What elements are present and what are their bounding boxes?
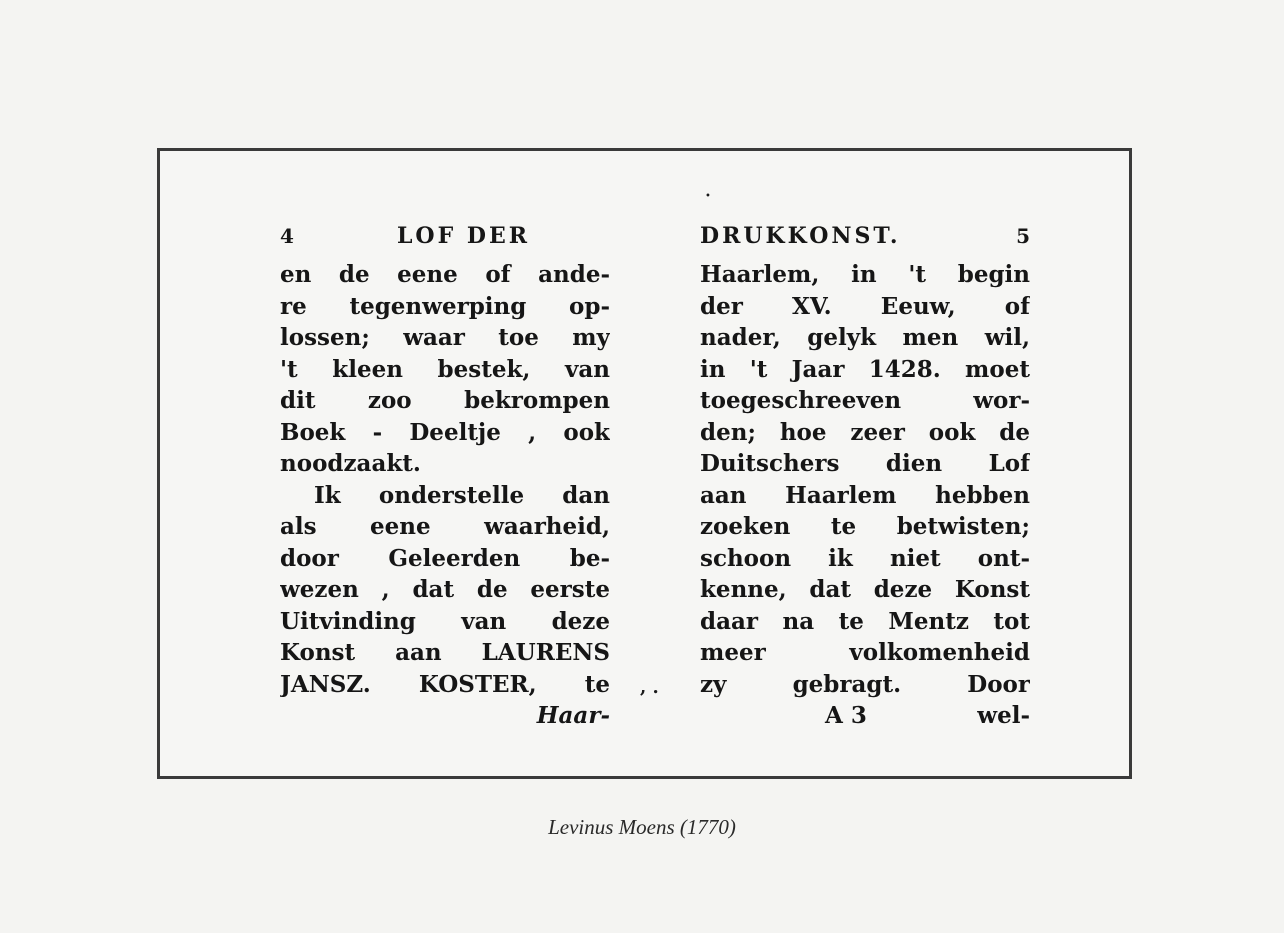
text-line: schoon ik niet ont- <box>700 544 1030 572</box>
left-running-head <box>280 223 610 259</box>
text-line: Boek - Deeltje , ook <box>280 418 610 446</box>
right-catchword: wel- <box>977 702 1030 729</box>
text-line: JANSZ. KOSTER, te <box>280 670 610 698</box>
right-page-footer <box>700 700 1030 732</box>
text-line: zy gebragt. Door <box>700 670 1030 698</box>
text-line: Konst aan LAURENS <box>280 639 610 666</box>
text-line: en de eene of ande- <box>280 261 610 288</box>
right-head-text: DRUKKONST. <box>700 223 901 249</box>
text-line: zoeken te betwisten; <box>700 513 1030 540</box>
text-line: Duitschers dien Lof <box>700 450 1030 477</box>
text-line: noodzaakt. <box>280 450 421 477</box>
text-line: dit zoo bekrompen <box>280 387 610 414</box>
text-line: door Geleerden be- <box>280 544 610 572</box>
gutter-mark: , . <box>640 677 659 698</box>
right-page <box>700 223 1030 732</box>
text-line: kenne, dat deze Konst <box>700 576 1030 603</box>
right-running-head <box>700 223 1030 259</box>
text-line: wezen , dat de eerste <box>280 576 610 603</box>
text-line: als eene waarheid, <box>280 513 610 540</box>
left-head-text: LOF DER <box>396 223 530 249</box>
text-line: Haarlem, in 't begin <box>700 261 1030 288</box>
text-line: daar na te Mentz tot <box>700 607 1030 635</box>
figure-caption: Levinus Moens (1770) <box>548 815 736 839</box>
text-line: toegeschreeven wor- <box>700 387 1030 414</box>
text-line: Ik onderstelle dan <box>314 481 610 509</box>
text-line: in 't Jaar 1428. moet <box>700 355 1030 383</box>
text-line: nader, gelyk men wil, <box>700 324 1030 351</box>
text-line: Uitvinding van deze <box>280 607 610 635</box>
left-catchword: Haar- <box>536 702 610 729</box>
text-line: meer volkomenheid <box>700 639 1030 666</box>
right-page-number: 5 <box>1016 224 1030 248</box>
text-line: der XV. Eeuw, of <box>700 292 1030 320</box>
text-line: 't kleen bestek, van <box>280 355 610 383</box>
text-line: den; hoe zeer ook de <box>700 418 1030 446</box>
signature-mark: A 3 <box>825 702 867 729</box>
text-line: re tegenwerping op- <box>280 292 610 320</box>
book-spread-frame: • 4 LOF DER en de eene of ande- re tegenwerping op- lossen; waar toe my 't kleen bestek, van dit zoo bekrompen Boek - Deeltje , ook noodzaakt. Ik onderstelle dan als eene waarheid, door Geleerden be- wezen , dat de eerste Uitvinding van deze Konst aan LAURENS JANSZ. KOSTER, te Haar- , . DRUKKONST. 5 Haarlem, in 't begin der XV. Eeuw, of nader, gelyk men wil, in 't Jaar 1428. moet toegeschreeven wor- den; hoe zeer ook de Duitschers dien Lof aan Haarlem hebben zoeken te betwisten; schoon ik niet ont- kenne, dat deze Konst daar na te Mentz tot meer volkomenheid zy gebragt. Door A 3 wel- <box>157 148 1132 779</box>
left-page <box>280 223 610 732</box>
left-page-number: 4 <box>280 224 294 248</box>
text-line: aan Haarlem hebben <box>700 481 1030 509</box>
text-line: lossen; waar toe my <box>280 324 610 351</box>
